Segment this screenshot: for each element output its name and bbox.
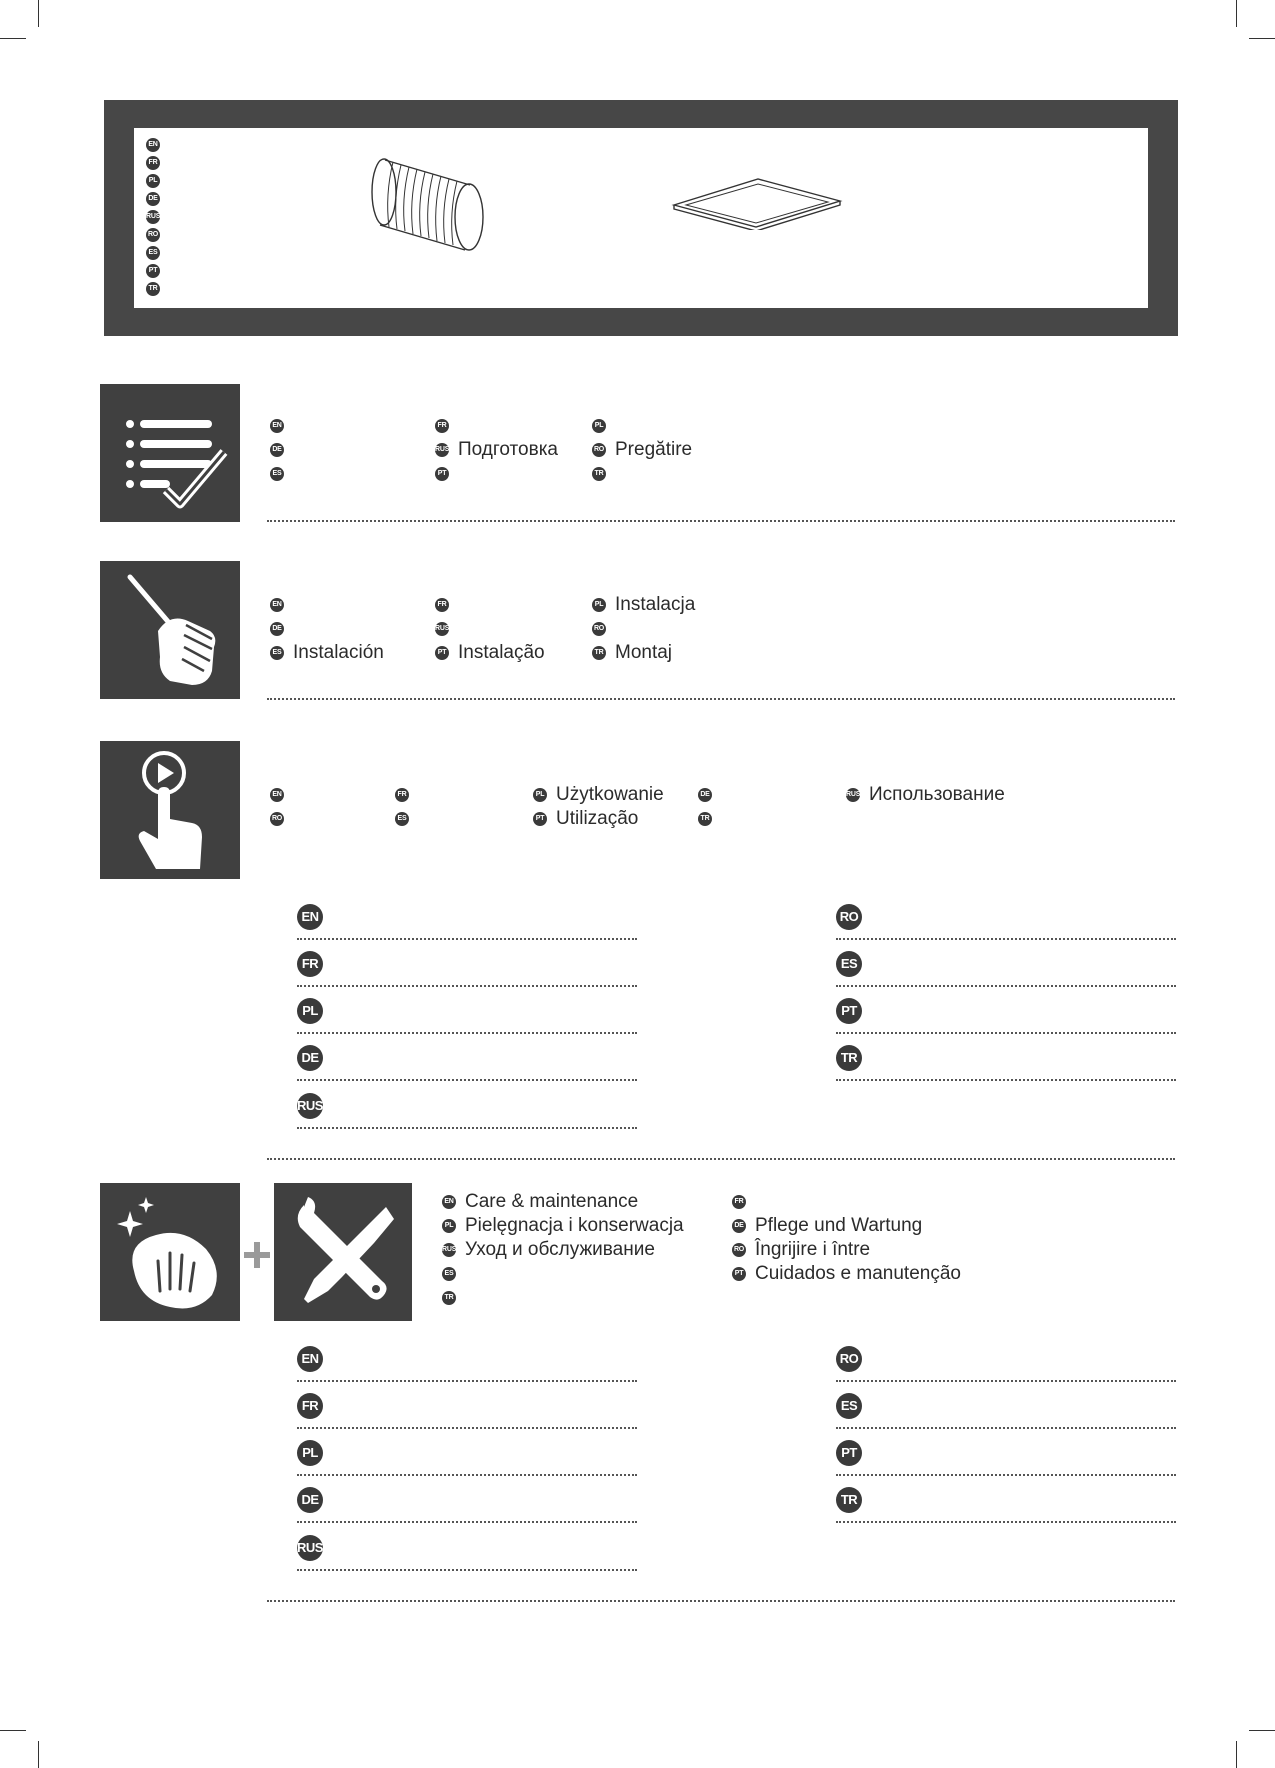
lang-badge: PL [592,419,606,433]
lang-badge: DE [698,788,712,802]
lang-badge: FR [732,1195,746,1209]
lang-badge: PT [435,646,449,660]
lang-badge: ES [395,812,409,826]
lang-badge: RUS [297,1093,323,1119]
lang-badge: ES [270,467,284,481]
section-title: Instalación [293,642,384,663]
section-divider [267,1158,1175,1160]
accessories-box [104,100,1178,336]
lang-badge: PT [732,1267,746,1281]
lang-badge: TR [442,1291,456,1305]
lang-badge: PL [146,174,160,188]
text-line [297,938,637,940]
text-line [836,1380,1176,1382]
lang-badge: EN [297,904,323,930]
lang-badge: EN [270,788,284,802]
section-title: Подготовка [458,439,559,460]
lang-badge: ES [442,1267,456,1281]
crop-mark [0,1730,26,1731]
lang-badge: PT [435,467,449,481]
lang-badge: PL [533,788,547,802]
crop-mark [38,1741,39,1768]
lang-badge: ES [836,1393,862,1419]
section-title: Utilização [556,808,639,829]
lang-badge: EN [442,1195,456,1209]
text-line [836,1079,1176,1081]
text-line [297,1474,637,1476]
cleaning-cloth-hand-icon [100,1183,240,1321]
lang-badge: PL [442,1219,456,1233]
lang-badge: RO [836,1346,862,1372]
crop-mark [0,38,26,39]
section-title: Использование [869,784,1005,805]
section-title: Montaj [615,642,673,663]
text-line [836,1474,1176,1476]
lang-badge: FR [435,598,449,612]
section-title: Care & maintenance [465,1191,639,1212]
lang-badge: RO [732,1243,746,1257]
section-divider [267,1600,1175,1602]
text-line [297,1127,637,1129]
lang-badge: TR [836,1487,862,1513]
text-line [297,1380,637,1382]
lang-badge: FR [395,788,409,802]
lang-badge: EN [146,138,160,152]
lang-badge: PL [297,1440,323,1466]
lang-badge: PT [836,998,862,1024]
lang-badge: RUS [846,788,860,802]
lang-badge: PT [533,812,547,826]
lang-badge: EN [270,419,284,433]
lang-badge: EN [270,598,284,612]
lang-badge: EN [297,1346,323,1372]
accessories-box-inner [134,128,1148,308]
lang-badge: FR [146,156,160,170]
lang-badge: DE [270,622,284,636]
text-line [836,938,1176,940]
lang-badge: RO [836,904,862,930]
text-line [297,1569,637,1571]
lang-badge: FR [297,951,323,977]
lang-badge: DE [297,1045,323,1071]
text-line [297,1032,637,1034]
lang-badge: RUS [297,1535,323,1561]
lang-badge: RUS [435,443,449,457]
text-line [297,1079,637,1081]
lang-badge: TR [146,282,160,296]
lang-badge: RO [146,228,160,242]
lang-badge: TR [836,1045,862,1071]
lang-badge: ES [836,951,862,977]
lang-badge: DE [297,1487,323,1513]
touch-play-icon [100,741,240,879]
lang-badge: PL [592,598,606,612]
section-divider [267,698,1175,700]
lang-badge: RO [270,812,284,826]
lang-badge: FR [297,1393,323,1419]
text-line [836,1427,1176,1429]
text-line [836,1521,1176,1523]
screwdriver-hand-icon [100,561,240,699]
section-title: Pregătire [615,439,693,460]
lang-badge: TR [592,467,606,481]
lang-badge: ES [146,246,160,260]
section-title: Îngrijire i între [755,1239,871,1260]
window-seal-plate-icon [668,175,848,230]
lang-badge: DE [270,443,284,457]
section-title: Pielęgnacja i konserwacja [465,1215,684,1236]
wrench-screwdriver-icon [274,1183,412,1321]
text-line [836,1032,1176,1034]
text-line [297,985,637,987]
text-line [297,1427,637,1429]
crop-mark [1236,1741,1237,1768]
section-title: Użytkowanie [556,784,664,805]
lang-badge: PL [297,998,323,1024]
lang-badge: RO [592,622,606,636]
lang-badge: PT [146,264,160,278]
lang-badge: RUS [146,210,160,224]
lang-badge: RO [592,443,606,457]
lang-badge: DE [732,1219,746,1233]
section-title: Cuidados e manutenção [755,1263,961,1284]
plus-icon [240,1238,274,1272]
flexible-duct-hose-icon [365,140,515,255]
section-title: Instalacja [615,594,696,615]
checklist-icon [100,384,240,522]
lang-badge: TR [698,812,712,826]
lang-badge: RUS [435,622,449,636]
text-line [836,985,1176,987]
text-line [297,1521,637,1523]
lang-badge: PT [836,1440,862,1466]
section-divider [267,520,1175,522]
lang-badge: TR [592,646,606,660]
section-title: Pflege und Wartung [755,1215,923,1236]
crop-mark [38,0,39,27]
crop-mark [1249,1730,1275,1731]
lang-badge: RUS [442,1243,456,1257]
crop-mark [1249,38,1275,39]
section-title: Уход и обслуживание [465,1239,655,1260]
lang-badge: DE [146,192,160,206]
crop-mark [1236,0,1237,27]
lang-badge: FR [435,419,449,433]
section-title: Instalação [458,642,545,663]
lang-badge: ES [270,646,284,660]
